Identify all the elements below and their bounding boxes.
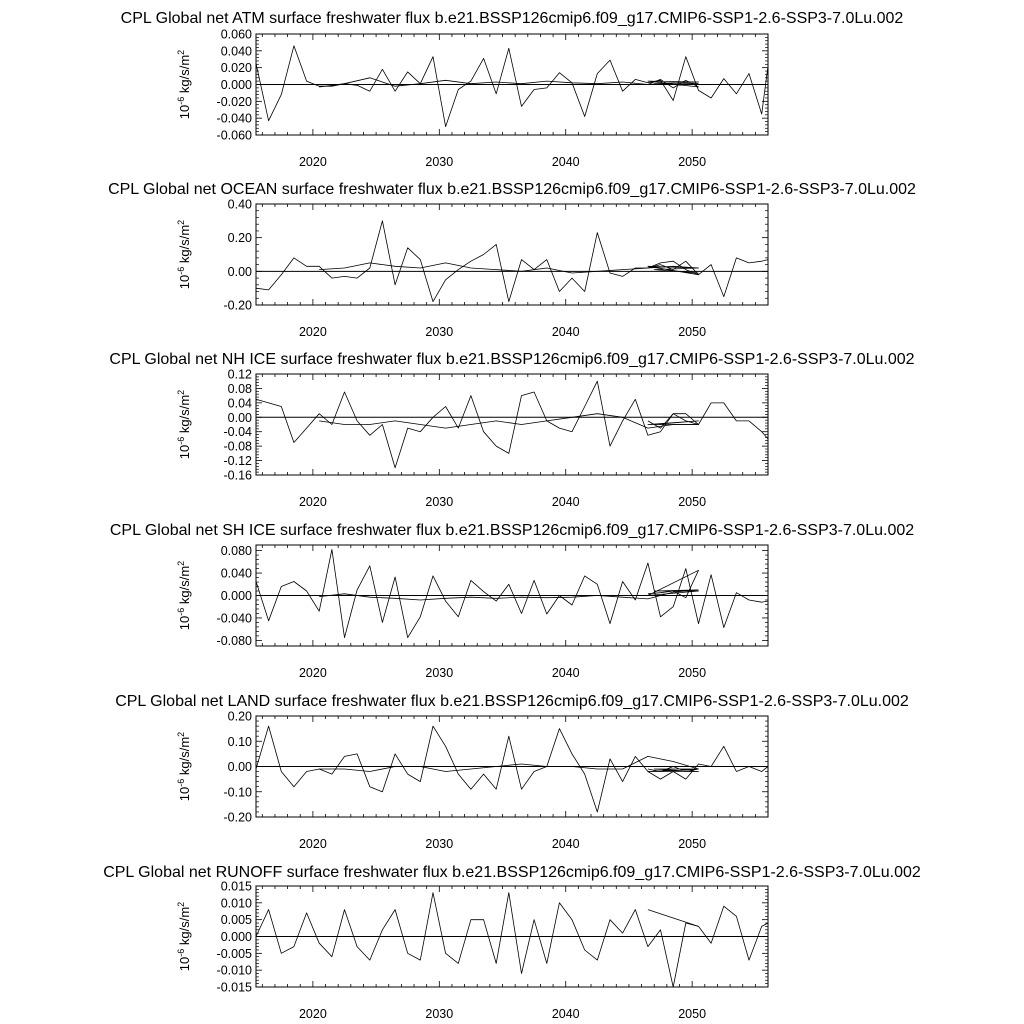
y-axis-label: [176, 902, 192, 971]
y-tick-label: 0.000: [220, 589, 252, 603]
y-axis-label-part: 10: [177, 104, 192, 120]
x-tick-label: 2040: [551, 325, 580, 339]
y-axis-label-part: 10: [177, 444, 192, 460]
y-axis-label-part: 2: [176, 219, 186, 225]
y-tick-label: -0.010: [216, 963, 252, 978]
y-tick-label: 0.015: [220, 879, 252, 894]
x-tick-label: 2040: [551, 495, 580, 509]
y-tick-label: 0.10: [227, 734, 252, 749]
y-tick-label: -0.08: [223, 439, 252, 454]
y-tick-label: 0.12: [227, 367, 252, 382]
series-line-1: [256, 893, 768, 987]
y-tick-label: -0.020: [216, 94, 252, 109]
y-tick-label: -0.040: [216, 611, 252, 626]
y-tick-label: 0.00: [227, 410, 252, 425]
y-axis-label-part: -6: [176, 96, 186, 105]
x-tick-label: 2050: [678, 325, 707, 339]
y-axis-label: [176, 220, 192, 289]
y-tick-label: 0.00: [227, 264, 252, 279]
chart-title: CPL Global net OCEAN surface freshwater flux b.e21.BSSP126cmip6.f09_g17.CMIP6-SSP1-2.6-SSP3-7.0Lu.002: [108, 181, 916, 198]
y-axis-label-part: -6: [176, 948, 186, 957]
y-axis-label-part: 10: [177, 786, 192, 802]
x-tick-label: 2020: [298, 325, 327, 339]
x-tick-label: 2020: [298, 155, 327, 169]
y-tick-label: 0.00: [227, 760, 252, 774]
chart-panel-4: [110, 522, 914, 680]
x-tick-label: 2050: [678, 155, 707, 169]
x-tick-label: 2020: [298, 666, 327, 680]
x-tick-label: 2020: [298, 837, 327, 851]
series-line-2: [319, 78, 698, 87]
y-axis-label-part: kg/s/m: [177, 906, 192, 949]
y-tick-label: 0.000: [220, 78, 252, 92]
y-tick-label: -0.12: [223, 454, 252, 469]
chart-title: CPL Global net SH ICE surface freshwater flux b.e21.BSSP126cmip6.f09_g17.CMIP6-SSP1-2.6-SSP3-7.0Lu.002: [109, 522, 915, 539]
y-axis-label: [176, 561, 192, 630]
x-tick-label: 2030: [425, 495, 454, 509]
y-tick-label: -0.20: [223, 810, 252, 825]
x-tick-label: 2020: [298, 495, 327, 509]
y-tick-label: 0.04: [227, 396, 252, 411]
y-tick-label: 0.040: [220, 566, 252, 581]
y-axis-label-part: 10: [177, 274, 192, 290]
y-tick-label: 0.20: [227, 709, 252, 724]
y-tick-label: -0.10: [223, 785, 252, 800]
y-axis-label: [176, 50, 192, 119]
y-axis-label-part: kg/s/m: [177, 224, 192, 267]
x-tick-label: 2050: [678, 1007, 707, 1021]
y-tick-label: 0.010: [220, 896, 252, 911]
y-axis-label-part: 2: [176, 901, 186, 907]
x-tick-label: 2040: [551, 837, 580, 851]
chart-panel-5: [115, 693, 909, 851]
y-axis-label-part: 2: [176, 560, 186, 566]
y-tick-label: -0.16: [223, 468, 252, 483]
series-line-2: [319, 414, 698, 428]
y-tick-label: 0.005: [220, 913, 252, 928]
x-tick-label: 2040: [551, 666, 580, 680]
x-tick-label: 2030: [425, 1007, 454, 1021]
y-axis-label: [176, 390, 192, 459]
x-tick-label: 2050: [678, 837, 707, 851]
y-axis-label-part: 2: [176, 389, 186, 395]
chart-panel-1: [121, 10, 904, 169]
y-axis-label-part: kg/s/m: [177, 394, 192, 437]
y-axis-label-part: kg/s/m: [177, 54, 192, 97]
series-line-1: [256, 221, 768, 302]
y-tick-label: -0.20: [223, 298, 252, 313]
chart-title: CPL Global net RUNOFF surface freshwater flux b.e21.BSSP126cmip6.f09_g17.CMIP6-SSP1-2.6-SSP3-7.0Lu.002: [103, 864, 921, 881]
chart-title: CPL Global net LAND surface freshwater flux b.e21.BSSP126cmip6.f09_g17.CMIP6-SSP1-2.6-SSP3-7.0Lu.002: [115, 693, 909, 710]
y-tick-label: -0.04: [223, 425, 252, 440]
y-axis-label-part: -6: [176, 266, 186, 275]
series-line-1: [256, 550, 768, 638]
y-axis-label-part: 2: [176, 731, 186, 737]
y-tick-label: -0.005: [216, 946, 252, 961]
y-axis-label-part: 10: [177, 615, 192, 631]
y-axis-label-part: 2: [176, 49, 186, 55]
chart-panel-3: [109, 351, 914, 509]
x-tick-label: 2030: [425, 666, 454, 680]
y-axis-label-part: 10: [177, 956, 192, 972]
y-tick-label: -0.015: [216, 980, 252, 995]
x-tick-label: 2040: [551, 1007, 580, 1021]
chart-title: CPL Global net ATM surface freshwater flux b.e21.BSSP126cmip6.f09_g17.CMIP6-SSP1-2.6-SSP3-7.0Lu.002: [120, 10, 904, 27]
y-tick-label: 0.040: [220, 44, 252, 59]
y-axis-label-part: kg/s/m: [177, 736, 192, 779]
y-tick-label: 0.020: [220, 61, 252, 76]
chart-panel-2: [108, 181, 916, 339]
y-axis-label-part: -6: [176, 607, 186, 616]
y-tick-label: -0.080: [216, 633, 252, 648]
y-axis-label-part: -6: [176, 778, 186, 787]
series-line-3: [648, 414, 699, 428]
x-tick-label: 2020: [298, 1007, 327, 1021]
y-tick-label: 0.08: [227, 381, 252, 396]
y-tick-label: -0.060: [216, 128, 252, 143]
y-tick-label: 0.000: [220, 930, 252, 944]
series-line-3: [648, 261, 699, 275]
y-tick-label: 0.080: [220, 544, 252, 559]
x-tick-label: 2040: [551, 155, 580, 169]
series-line-2: [648, 910, 699, 927]
x-tick-label: 2030: [425, 837, 454, 851]
y-tick-label: -0.040: [216, 111, 252, 126]
y-axis-label: [176, 732, 192, 801]
x-tick-label: 2050: [678, 495, 707, 509]
y-tick-label: 0.060: [220, 27, 252, 42]
y-tick-label: 0.40: [227, 197, 252, 212]
y-axis-label-part: kg/s/m: [177, 565, 192, 608]
x-tick-label: 2030: [425, 155, 454, 169]
series-line-3: [648, 570, 699, 597]
y-tick-label: 0.20: [227, 231, 252, 246]
x-tick-label: 2030: [425, 325, 454, 339]
series-line-3: [648, 767, 699, 772]
chart-title: CPL Global net NH ICE surface freshwater flux b.e21.BSSP126cmip6.f09_g17.CMIP6-SSP1-2.6-SSP3-7.0Lu.002: [109, 351, 915, 368]
y-axis-label-part: -6: [176, 436, 186, 445]
x-tick-label: 2050: [678, 666, 707, 680]
chart-panel-6: [103, 864, 921, 1021]
